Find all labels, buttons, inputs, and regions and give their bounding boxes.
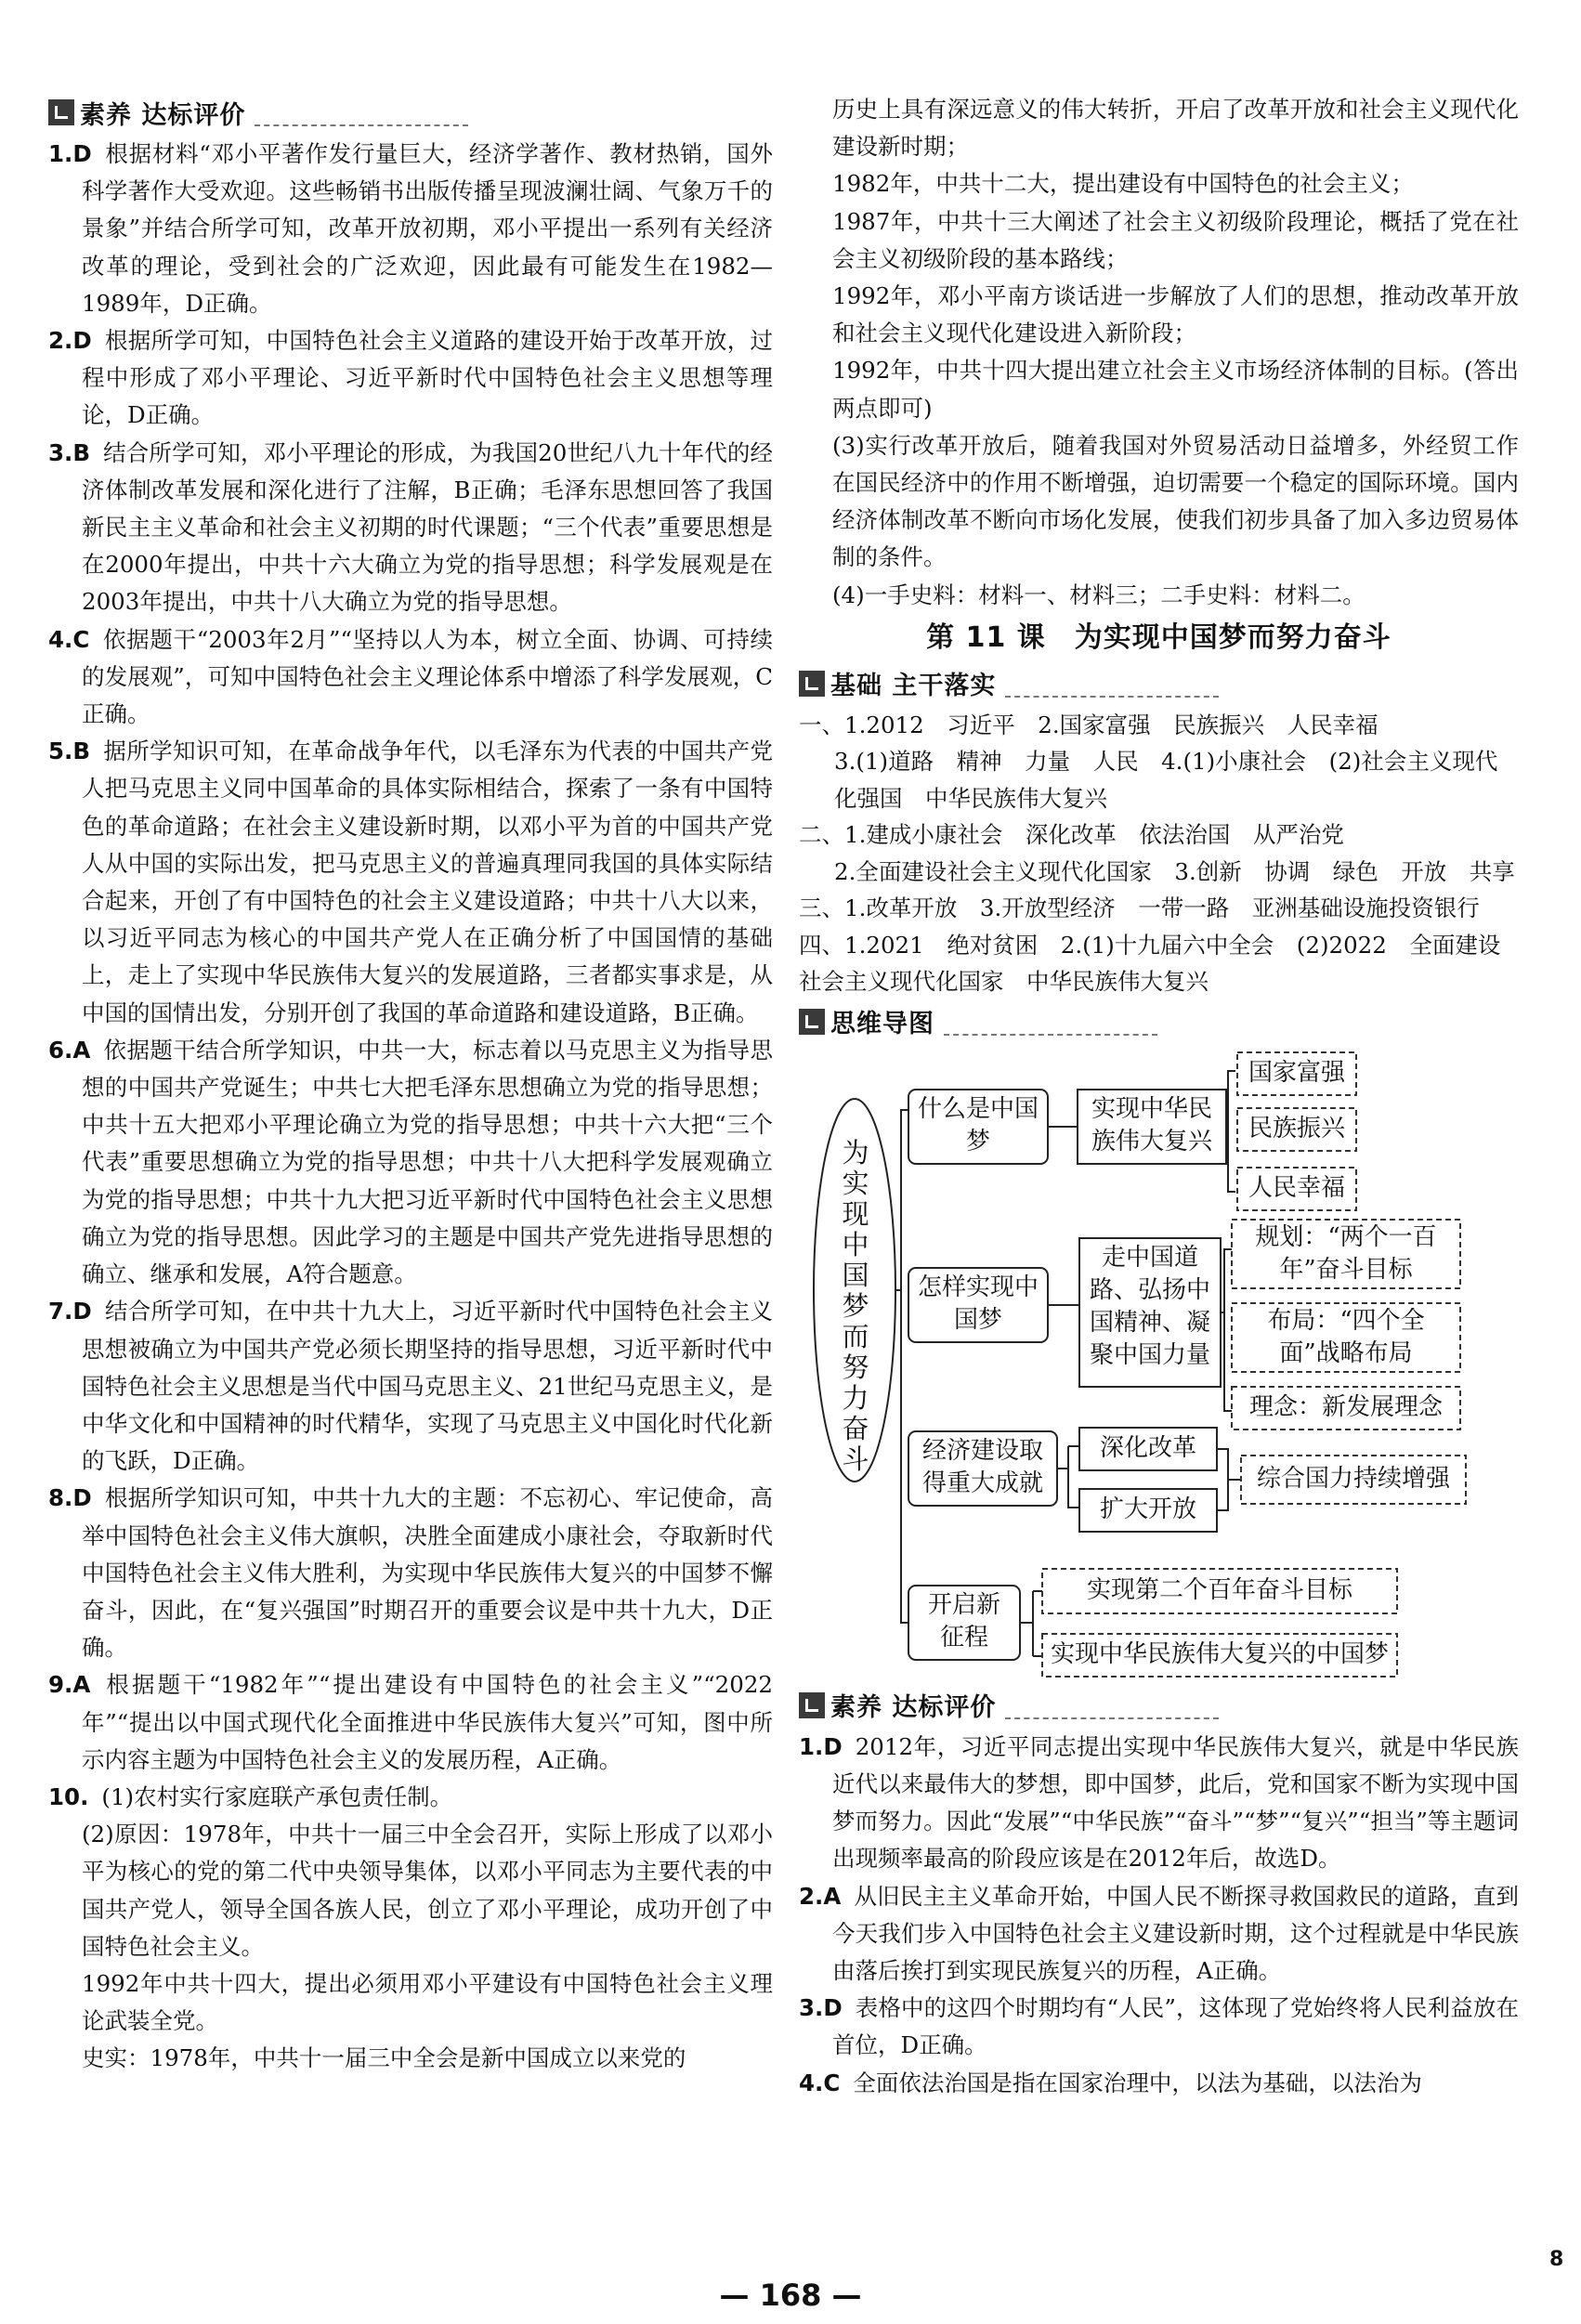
answer-item: 3.B 结合所学可知，邓小平理论的形成，为我国20世纪八九十年代的经济体制改革发展和深化进行了注解，B正确；毛泽东思想回答了我国新民主主义革命和社会主义初期的时代课题；“三个代表”重要思想是在2000年提出，中共十六大确立为党的指导思想；科学发展观是在2003年提出，中共十八大确立为党的指导思想。 bbox=[48, 438, 773, 616]
mind-map-root: 为实现中国梦而努力奋斗 bbox=[842, 1136, 869, 1475]
check-icon bbox=[799, 1692, 825, 1718]
answer-subparagraph: (3)实行改革开放后，随着我国对外贸易活动日益增多，外经贸工作在国民经济中的作用不断增强，迫切需要一个稳定的国际环境。国内经济体制改革不断向市场化发展，使我们初步具备了加入多边贸易体制的条件。 bbox=[832, 431, 1519, 571]
right-column bbox=[799, 91, 1519, 2102]
b2-leaf-label: 规划：“两个一百年”奋斗目标 bbox=[1255, 1222, 1437, 1284]
basic-answer-line: 三、1.改革开放 3.开放型经济 一带一路 亚洲基础设施投资银行 bbox=[799, 894, 1480, 922]
basic-answer-line: 3.(1)道路 精神 力量 人民 4.(1)小康社会 (2)社会主义现代化强国 中华民族伟大复兴 bbox=[834, 748, 1498, 812]
basic-answer-line: 二、1.建成小康社会 深化改革 依法治国 从严治党 bbox=[799, 821, 1344, 849]
basic-answer-line: 一、1.2012 习近平 2.国家富强 民族振兴 人民幸福 bbox=[799, 711, 1378, 738]
left-column bbox=[48, 91, 773, 2078]
mind-map bbox=[799, 1047, 1519, 1678]
b1-leaf-label: 民族振兴 bbox=[1248, 1114, 1345, 1142]
section-title: 素养 达标评价 bbox=[830, 1693, 997, 1723]
answer-item: 2.A 从旧民主主义革命开始，中国人民不断探寻救国救民的道路，直到今天我们步入中国特色社会主义建设新时期，这个过程就是中华民族由落后挨打到实现民族复兴的历程，A正确。 bbox=[799, 1882, 1519, 1985]
answer-item: 2.D 根据所学可知，中国特色社会主义道路的建设开始于改革开放，过程中形成了邓小平理论、习近平新时代中国特色社会主义思想等理论，D正确。 bbox=[48, 327, 773, 429]
answer-item: 4.C 全面依法治国是指在国家治理中，以法为基础，以法治为 bbox=[799, 2069, 1422, 2096]
answer-subparagraph: (4)一手史料：材料一、材料三；二手史料：材料二。 bbox=[832, 581, 1365, 608]
b2-leaf-label: 理念：新发展理念 bbox=[1248, 1392, 1443, 1421]
b3-mid-label: 深化改革 bbox=[1099, 1433, 1196, 1462]
answer-item: 9.A 根据题干“1982年”“提出建设有中国特色的社会主义”“2022年”“提出以中国式现代化全面推进中华民族伟大复兴”可知，图中所示内容主题为中国特色社会主义的发展历程，A正确。 bbox=[48, 1671, 773, 1773]
answer-item: 4.C 依据题干“2003年2月”“坚持以人为本，树立全面、协调、可持续的发展观”，可知中国特色社会主义理论体系中增添了科学发展观，C正确。 bbox=[48, 625, 773, 728]
b2-mid-label: 走中国道路、弘扬中国精神、凝聚中国力量 bbox=[1089, 1243, 1210, 1369]
answer-subparagraph: (2)原因：1978年，中共十一届三中全会召开，实际上形成了以邓小平为核心的党的第二代中央领导集体，以邓小平同志为主要代表的中国共产党人，领导全国各族人民，创立了邓小平理论，成功开创了中国特色社会主义。 bbox=[82, 1821, 773, 1960]
answer-subparagraph: 历史上具有深远意义的伟大转折，开启了改革开放和社会主义现代化建设新时期； bbox=[832, 96, 1519, 161]
dashed-divider bbox=[1005, 696, 1219, 698]
b3-mid-label: 扩大开放 bbox=[1099, 1495, 1196, 1523]
root-bracket bbox=[901, 1110, 908, 1623]
answer-item: 3.D 表格中的这四个时期均有“人民”，这体现了党始终将人民利益放在首位，D正确。 bbox=[799, 1994, 1519, 2059]
b1-leaf-label: 国家富强 bbox=[1248, 1058, 1345, 1087]
section-title: 基础 主干落实 bbox=[830, 672, 997, 701]
check-icon bbox=[48, 99, 74, 125]
answer-item: 5.B 据所学知识可知，在革命战争年代，以毛泽东为代表的中国共产党人把马克思主义同中国革命的具体实际相结合，探索了一条有中国特色的革命道路；在社会主义建设新时期，以邓小平为首的中国共产党人从中国的实际出发，把马克思主义的普遍真理同我国的具体实际结合起来，开创了有中国特色的社会主义建设道路；中共十八大以来，以习近平同志为核心的中国共产党人在正确分析了中国国情的基础上，走上了实现中华民族伟大复兴的发展道路，三者都实事求是，从中国的国情出发，分别开创了我国的革命道路和建设道路，B正确。 bbox=[48, 738, 773, 1026]
dashed-divider bbox=[255, 124, 468, 126]
answer-item: 1.D 2012年，习近平同志提出实现中华民族伟大复兴，就是中华民族近代以来最伟大的梦想，即中国梦，此后，党和国家不断为实现中国梦而努力。因此“发展”“中华民族”“奋斗”“梦”“复兴”“担当”等主题词出现频率最高的阶段应该是在2012年后，故选D。 bbox=[799, 1732, 1519, 1873]
section-header-mindmap bbox=[799, 1002, 1519, 1041]
b3-leaf-label: 综合国力持续增强 bbox=[1256, 1464, 1450, 1493]
basic-answer-line: 四、1.2021 绝对贫困 2.(1)十九届六中全会 (2)2022 全面建设社会主义现代化国家 中华民族伟大复兴 bbox=[799, 931, 1501, 996]
section-header-basic bbox=[799, 664, 1519, 703]
answer-subparagraph: 史实：1978年，中共十一届三中全会是新中国成立以来党的 bbox=[82, 2044, 686, 2072]
basic-answer-line: 2.全面建设社会主义现代化国家 3.创新 协调 绿色 开放 共享 bbox=[834, 857, 1515, 885]
b4-leaf-label: 实现第二个百年奋斗目标 bbox=[1086, 1575, 1352, 1604]
answer-subparagraph: 1992年，中共十四大提出建立社会主义市场经济体制的目标。(答出两点即可) bbox=[832, 357, 1519, 422]
b2-leaf-label: 布局：“四个全面”战略布局 bbox=[1267, 1306, 1425, 1367]
answer-item: 6.A 依据题干结合所学知识，中共一大，标志着以马克思主义为指导思想的中国共产党诞生；中共七大把毛泽东思想确立为党的指导思想；中共十五大把邓小平理论确立为党的指导思想；中共十六大把“三个代表”重要思想确立为党的指导思想；中共十八大把科学发展观确立为党的指导思想；中共十九大把习近平新时代中国特色社会主义思想确立为党的指导思想。因此学习的主题是中国共产党先进指导思想的确立、继承和发展，A符合题意。 bbox=[48, 1036, 773, 1288]
branch2-label: 怎样实现中国梦 bbox=[917, 1273, 1039, 1334]
section-title: 思维导图 bbox=[830, 1010, 934, 1039]
dashed-divider bbox=[944, 1034, 1157, 1036]
b1-mid-label: 实现中华民族伟大复兴 bbox=[1091, 1094, 1212, 1155]
b4-leaf-label: 实现中华民族伟大复兴的中国梦 bbox=[1050, 1639, 1389, 1668]
b1-leaf-label: 人民幸福 bbox=[1248, 1173, 1345, 1202]
section-header-evaluation bbox=[799, 1686, 1519, 1725]
branch4-label: 开启新征程 bbox=[927, 1590, 1000, 1652]
check-icon bbox=[799, 671, 825, 697]
lesson-title: 第 11 课 为实现中国梦而努力奋斗 bbox=[926, 620, 1392, 654]
answer-subparagraph: 1987年，中共十三大阐述了社会主义初级阶段理论，概括了党在社会主义初级阶段的基本路线； bbox=[832, 207, 1519, 272]
answer-item: 8.D 根据所学知识可知，中共十九大的主题：不忘初心、牢记使命，高举中国特色社会主义伟大旗帜，决胜全面建成小康社会，夺取新时代中国特色社会主义伟大胜利，为实现中华民族伟大复兴的中国梦不懈奋斗，因此，在“复兴强国”时期召开的重要会议是中共十九大，D正确。 bbox=[48, 1484, 773, 1662]
answer-item: 10. (1)农村实行家庭联产承包责任制。 bbox=[48, 1782, 453, 1810]
answer-item: 1.D 根据材料“邓小平著作发行量巨大，经济学著作、教材热销，国外科学著作大受欢迎。这些畅销书出版传播呈现波澜壮阔、气象万千的景象”并结合所学可知，改革开放初期，邓小平提出一系列有关经济改革的理论，受到社会的广泛欢迎，因此最有可能发生在1982—1989年，D正确。 bbox=[48, 140, 773, 317]
dashed-divider bbox=[1005, 1717, 1219, 1719]
edge-mark: 8 bbox=[1549, 2248, 1564, 2271]
page-number: — 168 — bbox=[719, 2278, 862, 2313]
answer-item: 7.D 结合所学可知，在中共十九大上，习近平新时代中国特色社会主义思想被确立为中国共产党必须长期坚持的指导思想，习近平新时代中国特色社会主义思想是当代中国马克思主义、21世纪马克思主义，是中华文化和中国精神的时代精华，实现了马克思主义中国化时代化新的飞跃，D正确。 bbox=[48, 1298, 773, 1475]
section-header-evaluation bbox=[48, 93, 773, 132]
answer-subparagraph: 1992年，邓小平南方谈话进一步解放了人们的思想，推动改革开放和社会主义现代化建设进入新阶段； bbox=[832, 282, 1519, 347]
section-title: 素养 达标评价 bbox=[80, 100, 246, 130]
check-icon bbox=[799, 1009, 825, 1035]
branch1-label: 什么是中国梦 bbox=[918, 1094, 1039, 1155]
branch3-label: 经济建设取得重大成就 bbox=[921, 1436, 1043, 1497]
answer-subparagraph: 1992年中共十四大，提出必须用邓小平建设有中国特色社会主义理论武装全党。 bbox=[82, 1969, 773, 2035]
answer-subparagraph: 1982年，中共十二大，提出建设有中国特色的社会主义； bbox=[832, 170, 1414, 198]
